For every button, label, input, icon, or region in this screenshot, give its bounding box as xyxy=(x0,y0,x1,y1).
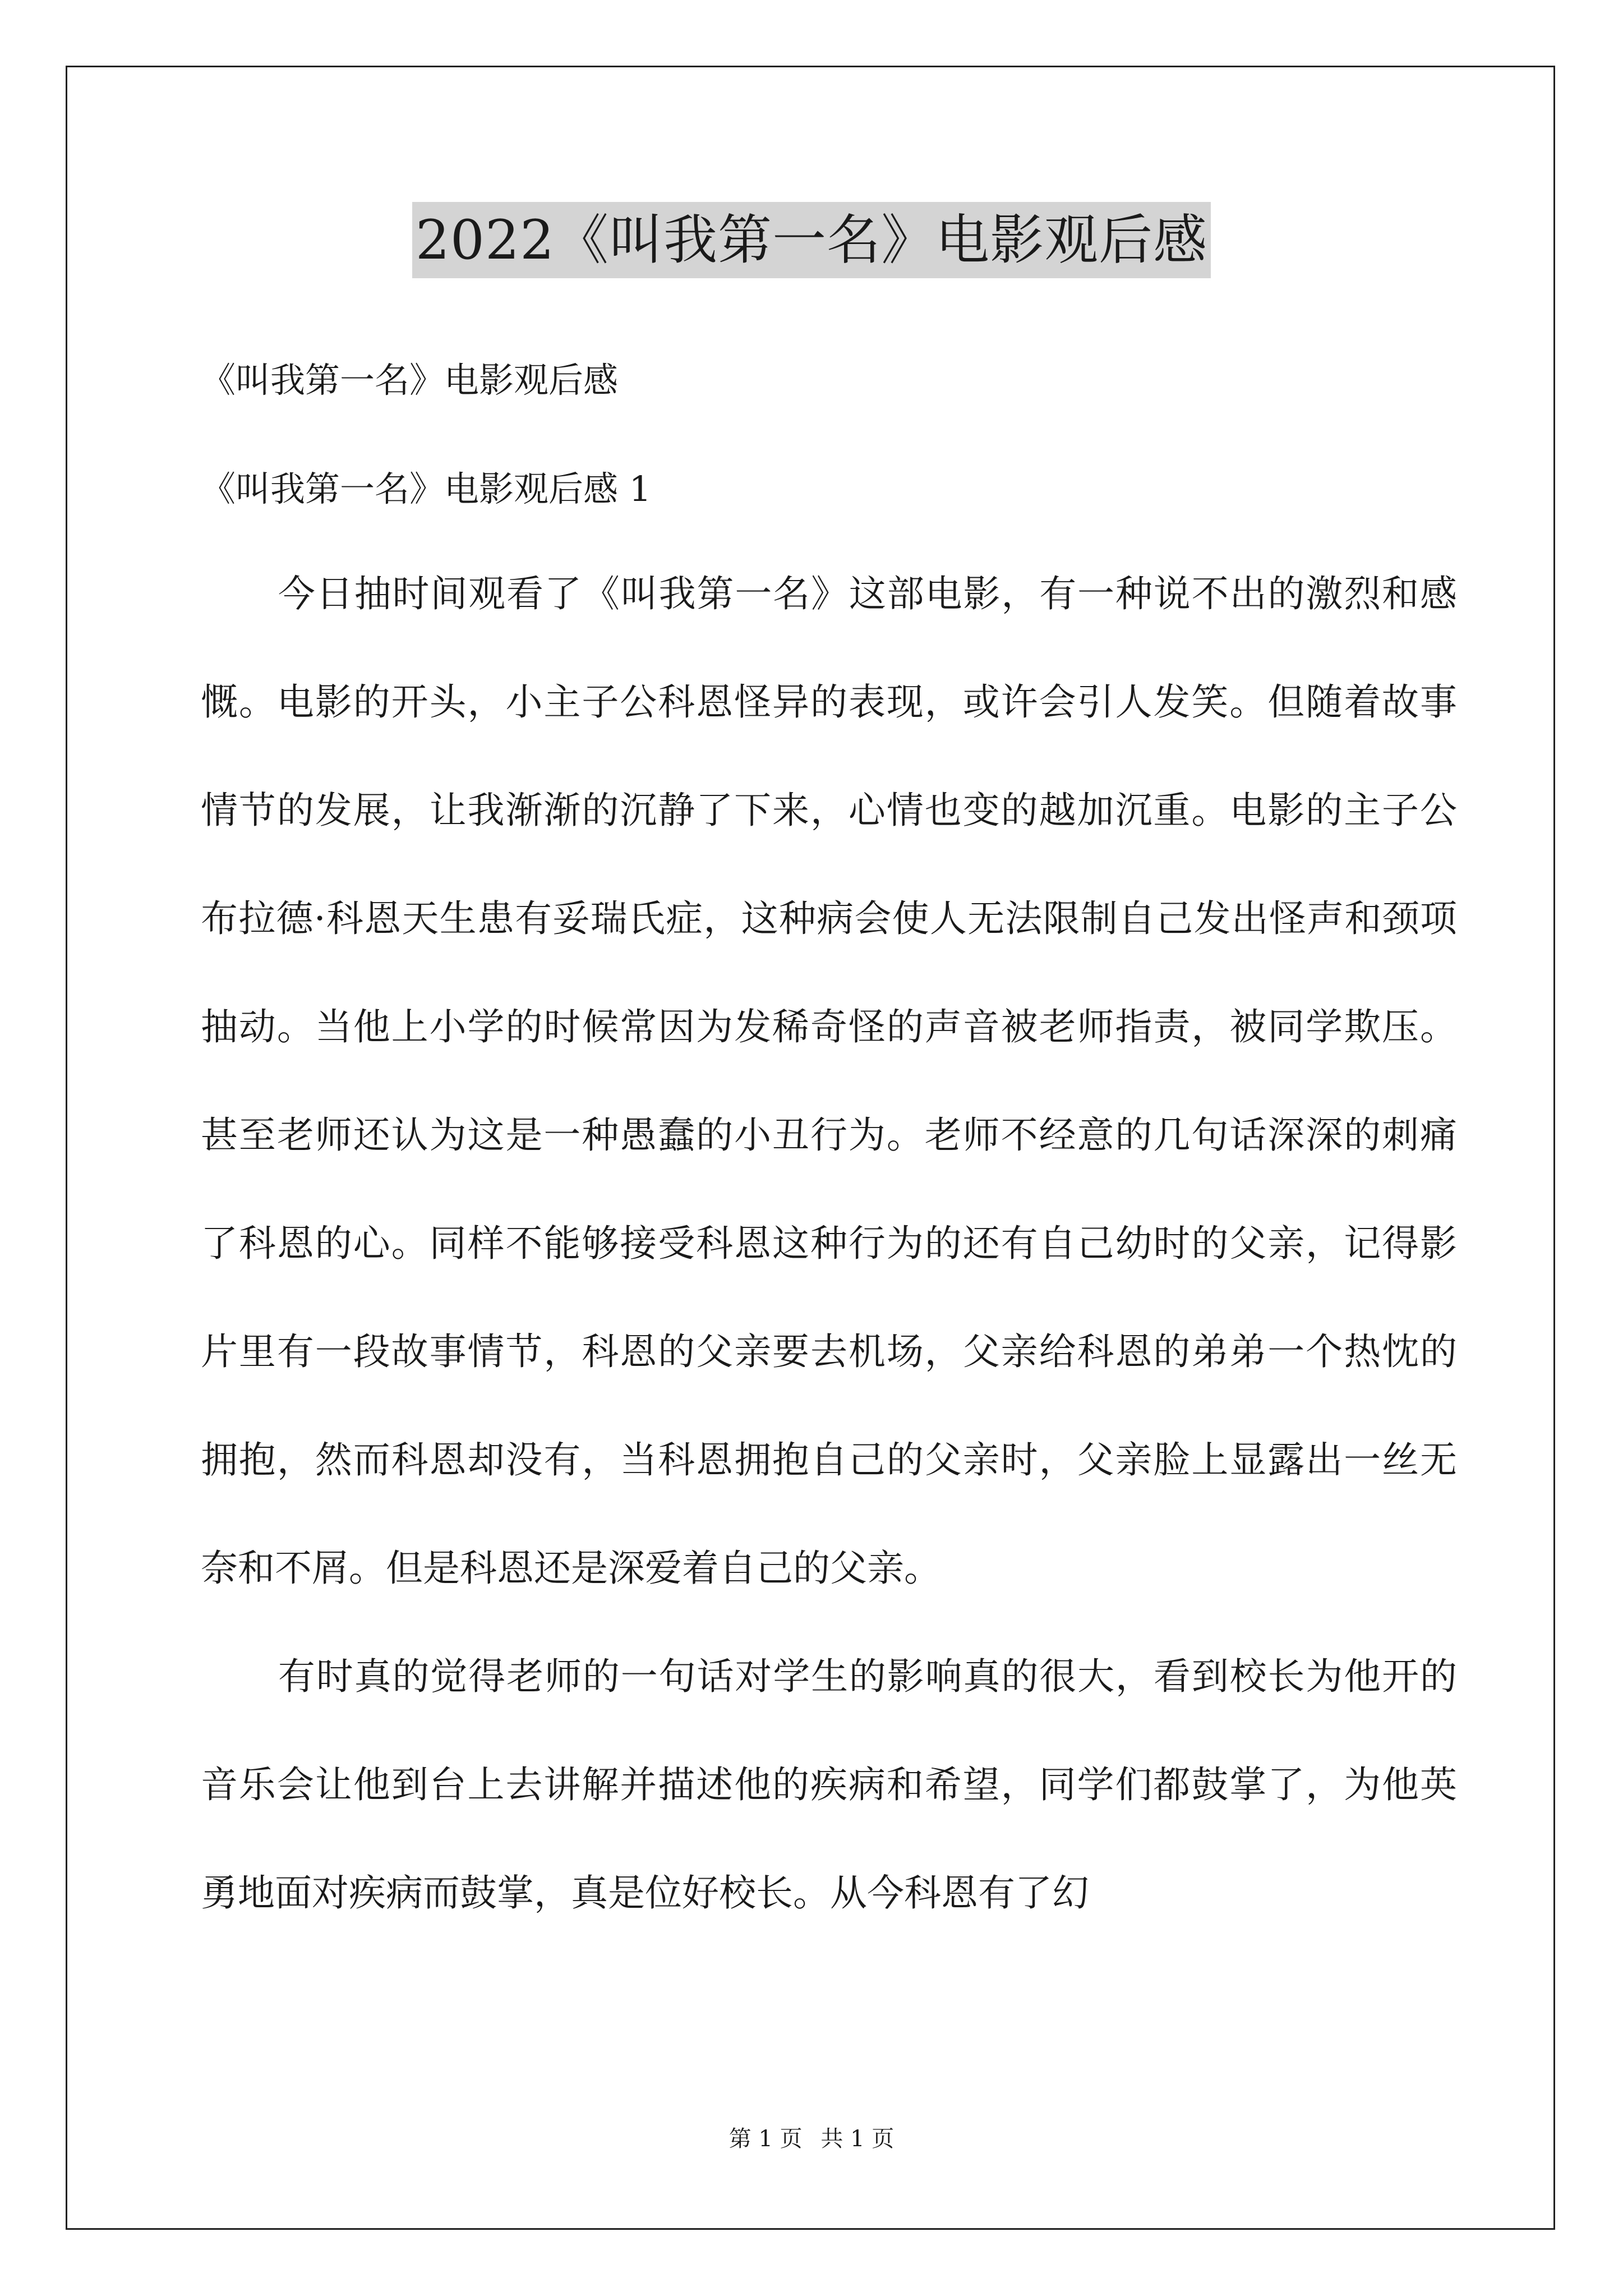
paragraph-2-text: 有时真的觉得老师的一句话对学生的影响真的很大，看到校长为他开的音乐会让他到台上去讲解并描述他的疾病和希望，同学们都鼓掌了，为他英勇地面对疾病而鼓掌，真是位好校长。从今科恩有了幻 xyxy=(201,1655,1457,1915)
article-body xyxy=(201,540,1457,1947)
title-container xyxy=(0,202,1623,278)
subtitle-line-1: 《叫我第一名》电影观后感 xyxy=(201,360,619,401)
subtitle-line-2: 《叫我第一名》电影观后感 1 xyxy=(201,468,652,509)
paragraph-2 xyxy=(201,1622,1457,1947)
page-number-total: 共 1 页 xyxy=(820,2126,895,2152)
paragraph-1 xyxy=(201,540,1457,1622)
document-title: 2022《叫我第一名》电影观后感 xyxy=(412,202,1211,278)
page-footer xyxy=(0,2123,1623,2155)
paragraph-1-text: 今日抽时间观看了《叫我第一名》这部电影，有一种说不出的激烈和感慨。电影的开头，小主子公科恩怪异的表现，或许会引人发笑。但随着故事情节的发展，让我渐渐的沉静了下来，心情也变的越加沉重。电影的主子公布拉德·科恩天生患有妥瑞氏症，这种病会使人无法限制自己发出怪声和颈项抽动。当他上小学的时候常因为发稀奇怪的声音被老师指责，被同学欺压。甚至老师还认为这是一种愚蠢的小丑行为。老师不经意的几句话深深的刺痛了科恩的心。同样不能够接受科恩这种行为的还有自己幼时的父亲，记得影片里有一段故事情节，科恩的父亲要去机场，父亲给科恩的弟弟一个热忱的拥抱，然而科恩却没有，当科恩拥抱自己的父亲时，父亲脸上显露出一丝无奈和不屑。但是科恩还是深爱着自己的父亲。 xyxy=(201,572,1457,1590)
page-number-current: 第 1 页 xyxy=(728,2126,803,2152)
